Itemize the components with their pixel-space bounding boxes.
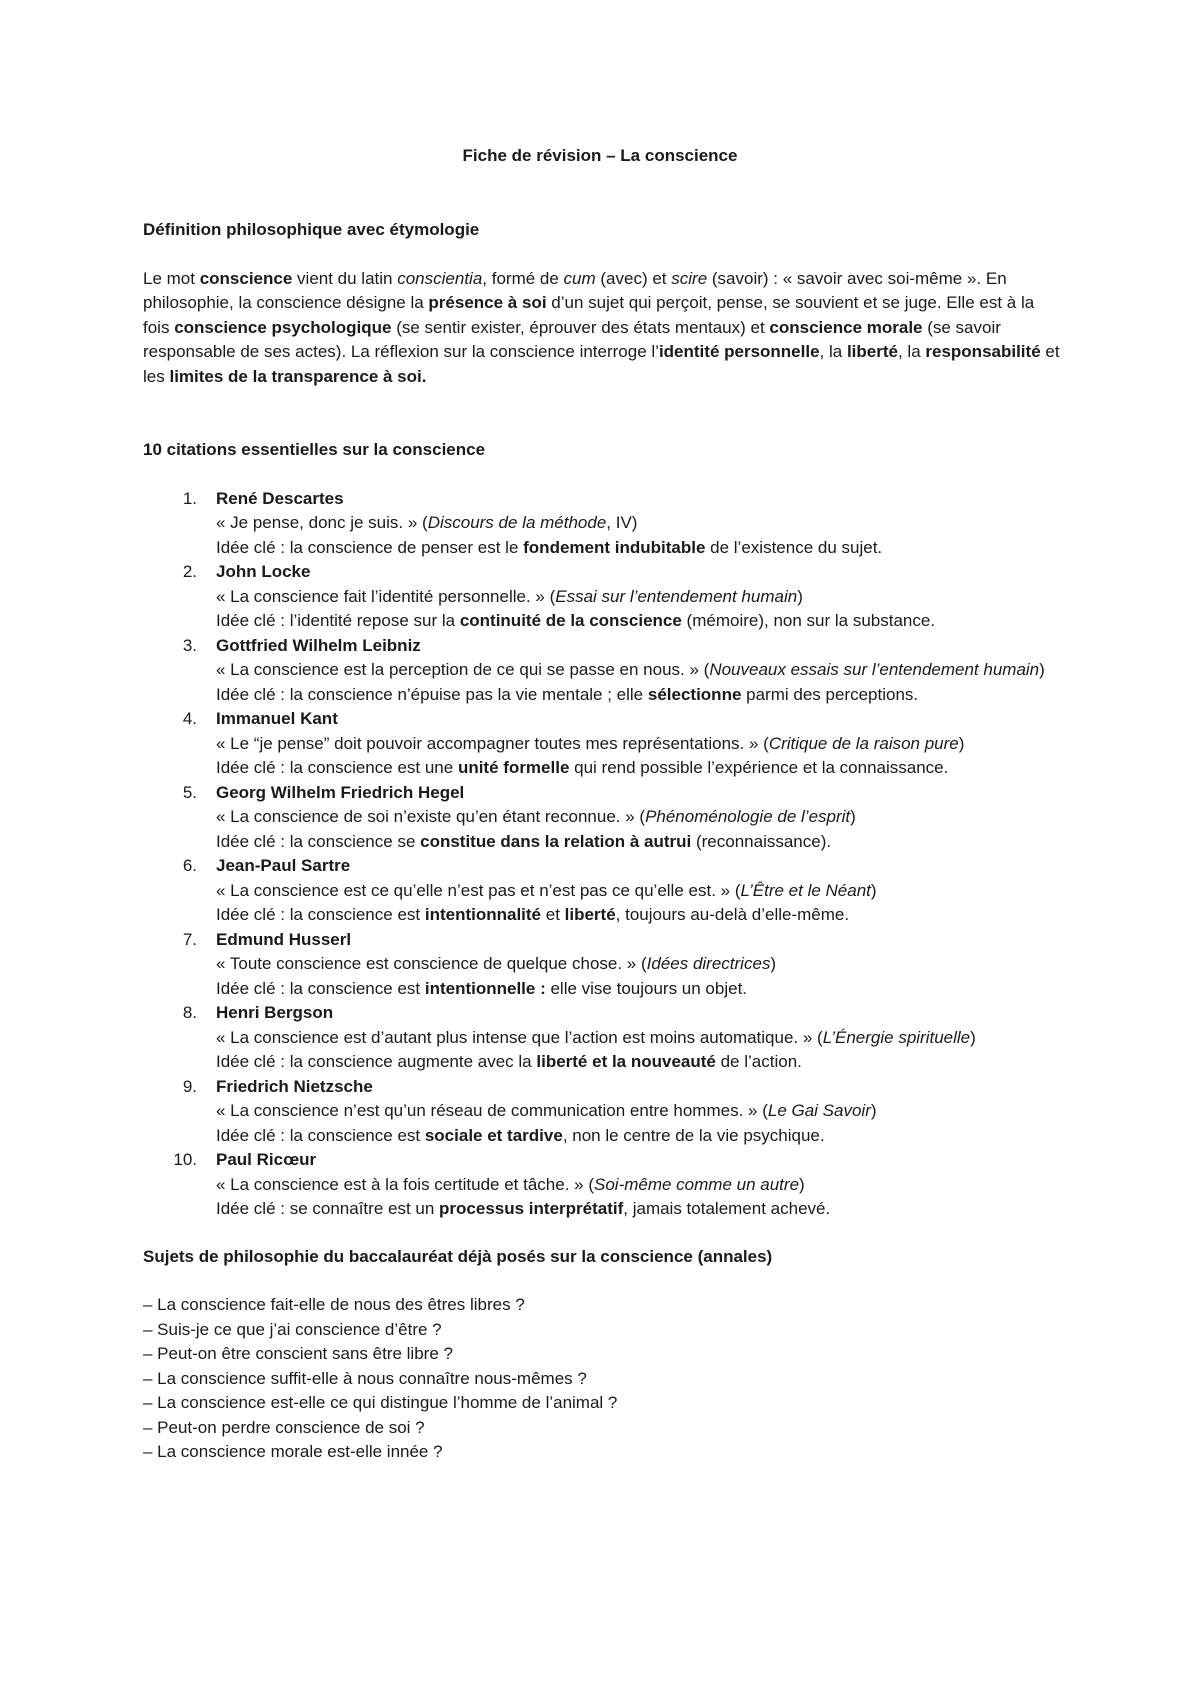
- citation-author: Gottfried Wilhelm Leibniz: [216, 635, 421, 655]
- bold-text: constitue dans la relation à autrui: [420, 831, 692, 851]
- bold-text: conscience: [199, 268, 293, 288]
- bold-text: identité personnelle: [658, 342, 820, 361]
- text-run: « Je pense, donc je suis. » (: [216, 513, 428, 532]
- citation-number: 10.: [173, 1150, 197, 1169]
- text-run: « La conscience est à la fois certitude et tâche. » (: [216, 1174, 594, 1194]
- citation-author: Paul Ricœur: [216, 1150, 317, 1169]
- bold-text: conscience psychologique: [174, 317, 392, 337]
- text-run: qui rend possible l’expérience et la connaissance.: [569, 758, 949, 777]
- italic-text: L’Être et le Néant: [740, 880, 871, 900]
- citation-quote: [216, 511, 1063, 536]
- text-run: , la: [819, 342, 847, 361]
- citation-item: [143, 1148, 1063, 1222]
- citation-author: Friedrich Nietzsche: [216, 1076, 373, 1096]
- text-run: « Le “je pense” doit pouvoir accompagner toutes mes représentations. » (: [216, 733, 769, 753]
- bold-text: intentionnalité: [424, 905, 542, 924]
- text-run: vient du latin: [292, 268, 398, 288]
- subject-item: – Peut-on être conscient sans être libre ?: [143, 1344, 453, 1363]
- text-run: Idée clé : la conscience est une: [216, 758, 458, 777]
- text-run: « La conscience de soi n’existe qu’en étant reconnue. » (: [216, 807, 646, 826]
- citation-key-idea: [216, 756, 1063, 781]
- subject-item: – La conscience suffit-elle à nous connaître nous-mêmes ?: [143, 1368, 587, 1388]
- text-run: « La conscience est d’autant plus intense que l’action est moins automatique. » (: [216, 1027, 823, 1047]
- text-run: de l’action.: [715, 1052, 802, 1071]
- citation-quote: [216, 658, 1063, 683]
- text-run: , toujours au-delà d’elle-même.: [615, 905, 850, 924]
- citation-quote: [216, 805, 1063, 830]
- subject-item: – La conscience fait-elle de nous des êtres libres ?: [143, 1295, 525, 1314]
- text-run: Idée clé : la conscience est: [216, 905, 425, 924]
- citation-author: John Locke: [216, 562, 311, 581]
- text-run: Idée clé : se connaître est un: [216, 1199, 440, 1218]
- citation-number: 9.: [182, 1076, 197, 1096]
- text-run: ): [797, 586, 803, 606]
- citation-author: Georg Wilhelm Friedrich Hegel: [216, 782, 465, 802]
- text-run: Idée clé : la conscience de penser est le: [216, 537, 524, 557]
- citation-item: [143, 1075, 1063, 1149]
- text-run: (mémoire), non sur la substance.: [681, 611, 936, 630]
- text-run: « La conscience fait l’identité personnelle. » (: [216, 586, 556, 606]
- text-run: (se savoir responsable de ses actes). La réflexion sur la conscience interroge l’: [143, 317, 1001, 361]
- subjects-heading: Sujets de philosophie du baccalauréat déjà posés sur la conscience (annales): [143, 1246, 773, 1266]
- italic-text: scire: [671, 268, 708, 288]
- citation-author: René Descartes: [216, 488, 344, 508]
- italic-text: Phénoménologie de l’esprit: [645, 807, 851, 826]
- citation-quote: [216, 1173, 1063, 1198]
- italic-text: L’Énergie spirituelle: [822, 1027, 971, 1047]
- text-run: (reconnaissance).: [691, 831, 832, 851]
- citation-number: 8.: [182, 1003, 197, 1022]
- subject-item: – Suis-je ce que j’ai conscience d’être ?: [143, 1319, 442, 1339]
- citation-item: [143, 487, 1063, 561]
- citation-item: [143, 707, 1063, 781]
- citation-author: Jean-Paul Sartre: [216, 856, 351, 875]
- text-run: et: [541, 905, 565, 924]
- citation-quote: [216, 879, 1063, 904]
- bold-text: sociale et tardive: [424, 1125, 563, 1145]
- document-body: [143, 218, 1063, 1465]
- bold-text: limites de la transparence à soi.: [169, 366, 427, 386]
- text-run: d’un sujet qui perçoit, pense, se souvient et se juge. Elle est à la fois: [143, 293, 1035, 337]
- citation-number: 3.: [182, 635, 197, 655]
- citation-item: [143, 634, 1063, 708]
- citation-number: 1.: [182, 488, 197, 508]
- italic-text: conscientia: [397, 268, 483, 288]
- citation-key-idea: [216, 1050, 1063, 1075]
- text-run: de l’existence du sujet.: [705, 537, 883, 557]
- citation-quote: [216, 1099, 1063, 1124]
- subject-list: [143, 1293, 1063, 1465]
- bold-text: responsabilité: [925, 342, 1041, 361]
- citation-quote: [216, 732, 1063, 757]
- citation-key-idea: [216, 1124, 1063, 1149]
- text-run: Idée clé : la conscience augmente avec la: [216, 1052, 537, 1071]
- text-run: Idée clé : la conscience se: [216, 831, 421, 851]
- text-run: (avec) et: [595, 268, 672, 288]
- text-run: ): [799, 1174, 805, 1194]
- text-run: « La conscience n’est qu’un réseau de communication entre hommes. » (: [216, 1101, 768, 1120]
- text-run: Idée clé : la conscience n’épuise pas la vie mentale ; elle: [216, 684, 648, 704]
- citation-item: [143, 928, 1063, 1002]
- citation-key-idea: [216, 977, 1063, 1002]
- citation-item: [143, 781, 1063, 855]
- citation-quote: [216, 1026, 1063, 1051]
- bold-text: intentionnelle :: [424, 978, 546, 998]
- text-run: ): [870, 880, 877, 900]
- text-run: Idée clé : la conscience est: [216, 1125, 425, 1145]
- citation-key-idea: [216, 536, 1063, 561]
- bold-text: processus interprétatif: [439, 1199, 624, 1218]
- citation-item: [143, 854, 1063, 928]
- citation-author: Immanuel Kant: [216, 709, 338, 728]
- text-run: (savoir) : « savoir avec soi-même ». En philosophie, la conscience désigne la: [143, 268, 1007, 312]
- text-run: Le mot: [143, 268, 200, 288]
- text-run: Idée clé : la conscience est: [216, 978, 425, 998]
- citation-key-idea: [216, 903, 1063, 928]
- bold-text: présence à soi: [428, 293, 547, 312]
- italic-text: Idées directrices: [646, 954, 771, 973]
- citation-author: Edmund Husserl: [216, 929, 352, 949]
- citation-key-idea: [216, 1197, 1063, 1222]
- citation-number: 5.: [182, 782, 197, 802]
- citation-key-idea: [216, 830, 1063, 855]
- citation-item: [143, 560, 1063, 634]
- text-run: , formé de: [482, 268, 564, 288]
- bold-text: fondement indubitable: [523, 537, 706, 557]
- text-run: ): [870, 1101, 877, 1120]
- text-run: ): [970, 1027, 976, 1047]
- italic-text: Nouveaux essais sur l’entendement humain: [709, 660, 1040, 679]
- text-run: (se sentir exister, éprouver des états mentaux) et: [391, 317, 770, 337]
- bold-text: conscience morale: [769, 317, 923, 337]
- italic-text: Le Gai Savoir: [767, 1101, 871, 1120]
- bold-text: unité formelle: [457, 758, 570, 777]
- citation-item: [143, 1001, 1063, 1075]
- citation-key-idea: [216, 683, 1063, 708]
- bold-text: liberté: [846, 342, 898, 361]
- text-run: , la: [897, 342, 926, 361]
- italic-text: cum: [563, 268, 596, 288]
- text-run: ): [1039, 660, 1045, 679]
- text-run: « Toute conscience est conscience de quelque chose. » (: [216, 954, 647, 973]
- definition-heading: Définition philosophique avec étymologie: [143, 220, 480, 239]
- bold-text: liberté et la nouveauté: [536, 1052, 716, 1071]
- italic-text: Discours de la méthode: [427, 513, 607, 532]
- italic-text: Essai sur l’entendement humain: [555, 586, 798, 606]
- text-run: « La conscience est la perception de ce qui se passe en nous. » (: [216, 660, 710, 679]
- citations-heading: 10 citations essentielles sur la conscience: [143, 440, 486, 459]
- citation-quote: [216, 585, 1063, 610]
- bold-text: continuité de la conscience: [459, 611, 682, 630]
- text-run: ): [770, 954, 777, 973]
- text-run: Idée clé : l’identité repose sur la: [216, 611, 460, 630]
- subject-item: – Peut-on perdre conscience de soi ?: [143, 1417, 425, 1437]
- citation-quote: [216, 952, 1063, 977]
- text-run: elle vise toujours un objet.: [545, 978, 748, 998]
- citation-number: 4.: [182, 709, 197, 728]
- citation-key-idea: [216, 609, 1063, 634]
- text-run: , non le centre de la vie psychique.: [562, 1125, 825, 1145]
- italic-text: Critique de la raison pure: [768, 733, 959, 753]
- text-run: ): [958, 733, 965, 753]
- citation-author: Henri Bergson: [216, 1003, 334, 1022]
- bold-text: liberté: [564, 905, 616, 924]
- page-title: Fiche de révision – La conscience: [462, 146, 738, 165]
- citation-number: 6.: [182, 856, 197, 875]
- italic-text: Soi-même comme un autre: [594, 1174, 800, 1194]
- text-run: « La conscience est ce qu’elle n’est pas et n’est pas ce qu’elle est. » (: [216, 880, 741, 900]
- definition-paragraph: [143, 267, 1063, 390]
- text-run: , jamais totalement achevé.: [623, 1199, 831, 1218]
- citation-number: 2.: [182, 562, 197, 581]
- subject-item: – La conscience morale est-elle innée ?: [143, 1442, 443, 1461]
- text-run: ): [850, 807, 856, 826]
- text-run: parmi des perceptions.: [741, 684, 919, 704]
- bold-text: sélectionne: [647, 684, 742, 704]
- citation-list: [143, 487, 1063, 1222]
- text-run: , IV): [606, 513, 638, 532]
- citation-number: 7.: [182, 929, 197, 949]
- text-run: et les: [143, 342, 1060, 386]
- subject-item: – La conscience est-elle ce qui distingue l’homme de l’animal ?: [143, 1393, 618, 1412]
